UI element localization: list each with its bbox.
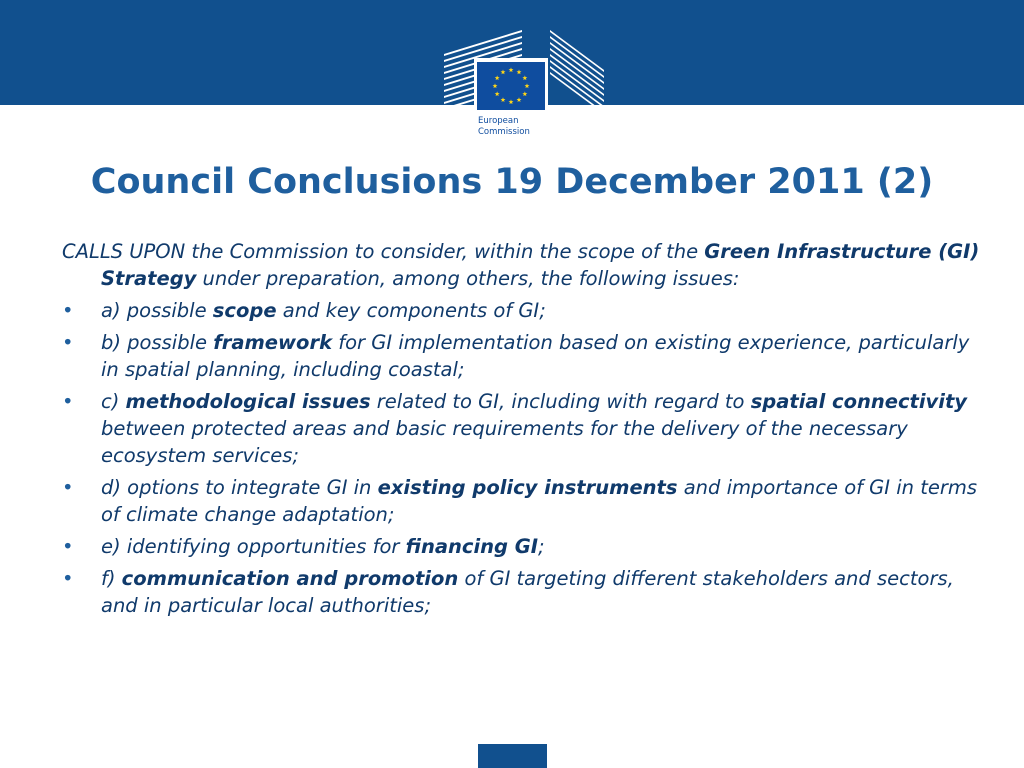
bullet-icon: • — [62, 331, 74, 354]
issue-item — [62, 297, 992, 324]
item-text: a) possible — [101, 299, 213, 322]
european-commission-logo — [440, 30, 608, 142]
logo-line1: European — [478, 116, 519, 126]
item-text: c) — [101, 390, 126, 413]
item-emphasis: framework — [213, 331, 333, 354]
slide-title: Council Conclusions 19 December 2011 (2) — [90, 162, 934, 202]
logo-graphic — [440, 30, 608, 142]
bullet-icon: • — [62, 299, 74, 322]
item-emphasis: spatial connectivity — [750, 390, 967, 413]
issue-item — [62, 388, 992, 469]
item-text: and key components of GI; — [276, 299, 546, 322]
bullet-icon: • — [62, 535, 74, 558]
bullet-icon: • — [62, 476, 74, 499]
intro-emphasis: Green Infrastructure (GI) Strategy — [101, 240, 980, 290]
item-text: of GI targeting different stakeholders and sectors, and in particular local authorities; — [101, 567, 954, 617]
bullet-icon: • — [62, 567, 74, 590]
item-text: related to GI, including with regard to — [370, 390, 751, 413]
item-text: d) options to integrate GI in — [101, 476, 378, 499]
item-emphasis: scope — [212, 299, 277, 322]
issue-item — [62, 474, 992, 528]
issue-item — [62, 329, 992, 383]
issue-item — [62, 565, 992, 619]
item-text: for GI implementation based on existing experience, particularly in spatial planning, including coastal; — [101, 331, 970, 381]
logo-line2: Commission — [478, 127, 530, 137]
slide-body — [62, 238, 992, 624]
item-emphasis: existing policy instruments — [377, 476, 678, 499]
intro-text-2: under preparation, among others, the following issues: — [196, 267, 740, 290]
item-text: and importance of GI in terms of climate change adaptation; — [101, 476, 978, 526]
item-text: between protected areas and basic requirements for the delivery of the necessary ecosystem services; — [101, 417, 908, 467]
intro-text-1: CALLS UPON the Commission to consider, within the scope of the — [62, 240, 705, 263]
issue-list — [62, 297, 992, 619]
item-text: e) identifying opportunities for — [101, 535, 406, 558]
footer-flag-icon — [478, 744, 547, 768]
item-text: f) — [101, 567, 122, 590]
item-emphasis: methodological issues — [125, 390, 371, 413]
item-emphasis: communication and promotion — [121, 567, 459, 590]
bullet-icon: • — [62, 390, 74, 413]
item-emphasis: financing GI — [405, 535, 539, 558]
item-text: b) possible — [101, 331, 214, 354]
intro-paragraph — [62, 238, 992, 292]
issue-item — [62, 533, 992, 560]
item-text: ; — [538, 535, 545, 558]
